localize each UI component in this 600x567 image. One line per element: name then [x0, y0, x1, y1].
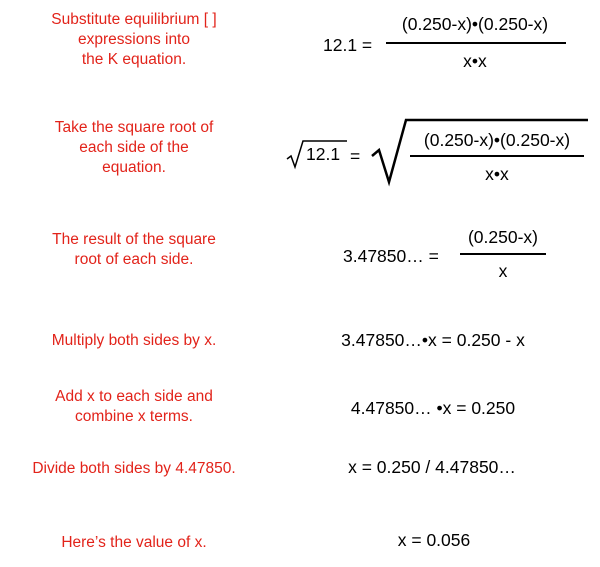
- step-1-numerator: (0.250-x)•(0.250-x): [401, 14, 549, 34]
- step-5-label-line-2: combine x terms.: [74, 408, 193, 425]
- step-7-label: [0, 533, 268, 553]
- step-3-label: [0, 230, 268, 270]
- step-6-label-line-1: Divide both sides by 4.47850.: [32, 460, 236, 477]
- step-5-label-line-1: Add x to each side and: [55, 388, 213, 405]
- step-6-equation: x = 0.250 / 4.47850…: [348, 457, 516, 477]
- step-1-label-line-3: the K equation.: [81, 51, 187, 68]
- step-3-label-line-2: root of each side.: [74, 251, 194, 268]
- step-2-label-line-3: equation.: [102, 159, 166, 176]
- step-3-denominator: x: [498, 261, 508, 281]
- step-4-equation: 3.47850…•x = 0.250 - x: [341, 330, 525, 350]
- step-4-label-line-1: Multiply both sides by x.: [51, 332, 217, 349]
- step-5-label: [0, 387, 268, 427]
- step-2-label-line-2: each side of the: [79, 139, 189, 156]
- step-7-label-line-1: Here’s the value of x.: [61, 534, 207, 551]
- step-3-label-line-1: The result of the square: [52, 231, 216, 248]
- step-5-equation: 4.47850… •x = 0.250: [350, 398, 516, 418]
- step-2-radicand: 12.1: [306, 144, 341, 164]
- step-3-numerator: (0.250-x): [467, 227, 539, 247]
- step-6-label: [0, 459, 268, 479]
- step-2-denominator: x•x: [485, 164, 509, 184]
- step-1-denominator: x•x: [463, 51, 487, 71]
- step-2-equals: =: [350, 146, 361, 166]
- step-1-label-line-1: Substitute equilibrium [ ]: [51, 11, 217, 28]
- step-1-lhs: 12.1 =: [323, 35, 373, 55]
- step-2-fraction-bar: [410, 155, 584, 157]
- step-1-label-line-2: expressions into: [77, 31, 190, 48]
- step-2-label: [0, 118, 268, 178]
- step-1-label: [0, 10, 268, 70]
- step-2-label-line-1: Take the square root of: [54, 119, 214, 136]
- step-7-equation: x = 0.056: [397, 530, 471, 550]
- step-4-label: [0, 331, 268, 351]
- step-2-numerator: (0.250-x)•(0.250-x): [423, 130, 571, 150]
- step-1-fraction-bar: [386, 42, 566, 44]
- step-3-fraction-bar: [460, 253, 546, 255]
- step-3-lhs: 3.47850… =: [343, 246, 439, 266]
